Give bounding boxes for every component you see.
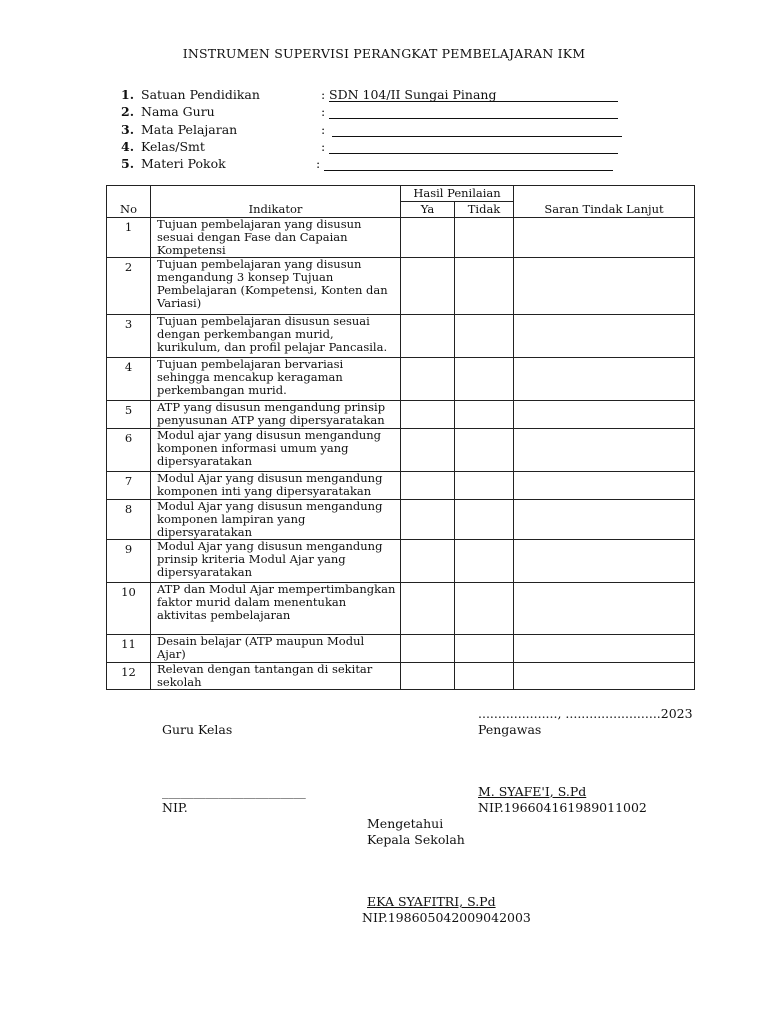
row-indikator: Relevan dengan tantangan di sekitar sekolah [151, 663, 401, 690]
cell-tidak[interactable] [455, 218, 514, 258]
pengawas-title: Pengawas [478, 722, 542, 737]
cell-tidak[interactable] [455, 635, 514, 663]
identity-number: 4. [121, 139, 135, 154]
table-row [107, 663, 695, 690]
cell-ya[interactable] [401, 663, 455, 690]
cell-tidak[interactable] [455, 663, 514, 690]
row-number: 4 [107, 358, 151, 401]
table-row [107, 315, 695, 358]
header-hasil-penilaian: Hasil Penilaian [401, 186, 514, 202]
identity-number: 1. [121, 87, 135, 102]
guru-nip: NIP. [162, 800, 188, 815]
row-number: 6 [107, 429, 151, 472]
cell-saran[interactable] [514, 472, 695, 500]
cell-ya[interactable] [401, 358, 455, 401]
cell-saran[interactable] [514, 540, 695, 583]
identity-colon: : [321, 139, 326, 154]
cell-ya[interactable] [401, 500, 455, 540]
row-indikator: Tujuan pembelajaran yang disusun mengandung 3 konsep Tujuan Pembelajaran (Kompetensi, Konten dan Variasi) [151, 258, 401, 315]
cell-saran[interactable] [514, 500, 695, 540]
header-saran: Saran Tindak Lanjut [514, 186, 695, 218]
identity-row [121, 87, 641, 104]
identity-number: 2. [121, 104, 135, 119]
cell-tidak[interactable] [455, 258, 514, 315]
identity-fill-line[interactable] [329, 118, 618, 119]
cell-saran[interactable] [514, 429, 695, 472]
header-indikator: Indikator [151, 186, 401, 218]
identity-label: Materi Pokok [141, 156, 226, 171]
row-indikator: Modul ajar yang disusun mengandung komponen informasi umum yang dipersyaratakan [151, 429, 401, 472]
guru-kelas-title: Guru Kelas [162, 722, 233, 737]
guru-name-line: _______________________ [162, 784, 306, 799]
kepala-sekolah-name: EKA SYAFITRI, S.Pd [367, 894, 496, 909]
identity-row [121, 104, 641, 121]
cell-ya[interactable] [401, 258, 455, 315]
identity-number: 5. [121, 156, 135, 171]
table-row [107, 583, 695, 635]
identity-label: Nama Guru [141, 104, 215, 119]
identity-row [121, 139, 641, 156]
header-no: No [107, 186, 151, 218]
cell-tidak[interactable] [455, 583, 514, 635]
identity-fill-line[interactable] [324, 170, 613, 171]
cell-saran[interactable] [514, 401, 695, 429]
row-number: 3 [107, 315, 151, 358]
identity-colon: : [321, 104, 326, 119]
header-ya: Ya [401, 202, 455, 218]
pengawas-nip: NIP.196604161989011002 [478, 800, 647, 815]
cell-tidak[interactable] [455, 358, 514, 401]
cell-saran[interactable] [514, 315, 695, 358]
row-number: 2 [107, 258, 151, 315]
table-row [107, 401, 695, 429]
cell-tidak[interactable] [455, 472, 514, 500]
cell-tidak[interactable] [455, 315, 514, 358]
cell-ya[interactable] [401, 401, 455, 429]
row-number: 5 [107, 401, 151, 429]
cell-tidak[interactable] [455, 540, 514, 583]
cell-ya[interactable] [401, 635, 455, 663]
cell-saran[interactable] [514, 663, 695, 690]
kepala-sekolah-nip: NIP.198605042009042003 [362, 910, 531, 925]
row-number: 12 [107, 663, 151, 690]
table-row [107, 500, 695, 540]
cell-ya[interactable] [401, 540, 455, 583]
supervision-table [106, 185, 695, 690]
row-indikator: ATP yang disusun mengandung prinsip penyusunan ATP yang dipersyaratakan [151, 401, 401, 429]
table-row [107, 472, 695, 500]
cell-ya[interactable] [401, 218, 455, 258]
cell-saran[interactable] [514, 583, 695, 635]
row-number: 10 [107, 583, 151, 635]
identity-colon: : [321, 87, 326, 102]
cell-ya[interactable] [401, 472, 455, 500]
table-row [107, 258, 695, 315]
cell-ya[interactable] [401, 583, 455, 635]
table-row [107, 635, 695, 663]
identity-label: Satuan Pendidikan [141, 87, 260, 102]
row-number: 11 [107, 635, 151, 663]
cell-ya[interactable] [401, 315, 455, 358]
identity-colon: : [321, 122, 326, 137]
cell-saran[interactable] [514, 358, 695, 401]
kepala-sekolah-title: Kepala Sekolah [367, 832, 465, 847]
cell-saran[interactable] [514, 635, 695, 663]
row-indikator: Modul Ajar yang disusun mengandung komponen inti yang dipersyaratakan [151, 472, 401, 500]
table-row [107, 218, 695, 258]
identity-label: Mata Pelajaran [141, 122, 238, 137]
row-number: 9 [107, 540, 151, 583]
identity-label: Kelas/Smt [141, 139, 205, 154]
row-indikator: Tujuan pembelajaran bervariasi sehingga mencakup keragaman perkembangan murid. [151, 358, 401, 401]
table-row [107, 429, 695, 472]
document-title: INSTRUMEN SUPERVISI PERANGKAT PEMBELAJARAN IKM [182, 46, 586, 61]
row-indikator: ATP dan Modul Ajar mempertimbangkan faktor murid dalam menentukan aktivitas pembelajaran [151, 583, 401, 635]
date-line: ...................., ........................2023 [478, 706, 693, 721]
row-number: 8 [107, 500, 151, 540]
pengawas-name: M. SYAFE'I, S.Pd [478, 784, 587, 799]
cell-saran[interactable] [514, 218, 695, 258]
identity-colon: : [316, 156, 321, 171]
row-number: 7 [107, 472, 151, 500]
row-indikator: Modul Ajar yang disusun mengandung prinsip kriteria Modul Ajar yang dipersyaratakan [151, 540, 401, 583]
row-indikator: Desain belajar (ATP maupun Modul Ajar) [151, 635, 401, 663]
row-number: 1 [107, 218, 151, 258]
identity-fill-line[interactable] [332, 136, 622, 137]
header-tidak: Tidak [455, 202, 514, 218]
identity-fill-line[interactable] [329, 153, 618, 154]
cell-tidak[interactable] [455, 500, 514, 540]
cell-tidak[interactable] [455, 401, 514, 429]
identity-row [121, 122, 641, 139]
mengetahui-label: Mengetahui [367, 816, 444, 831]
identity-value: SDN 104/II Sungai Pinang [329, 87, 497, 102]
row-indikator: Tujuan pembelajaran yang disusun sesuai dengan Fase dan Capaian Kompetensi [151, 218, 401, 258]
table-row [107, 358, 695, 401]
cell-tidak[interactable] [455, 429, 514, 472]
table-row [107, 540, 695, 583]
row-indikator: Tujuan pembelajaran disusun sesuai dengan perkembangan murid, kurikulum, dan profil pelajar Pancasila. [151, 315, 401, 358]
identity-number: 3. [121, 122, 135, 137]
cell-saran[interactable] [514, 258, 695, 315]
cell-ya[interactable] [401, 429, 455, 472]
row-indikator: Modul Ajar yang disusun mengandung komponen lampiran yang dipersyaratakan [151, 500, 401, 540]
identity-row [121, 156, 641, 173]
